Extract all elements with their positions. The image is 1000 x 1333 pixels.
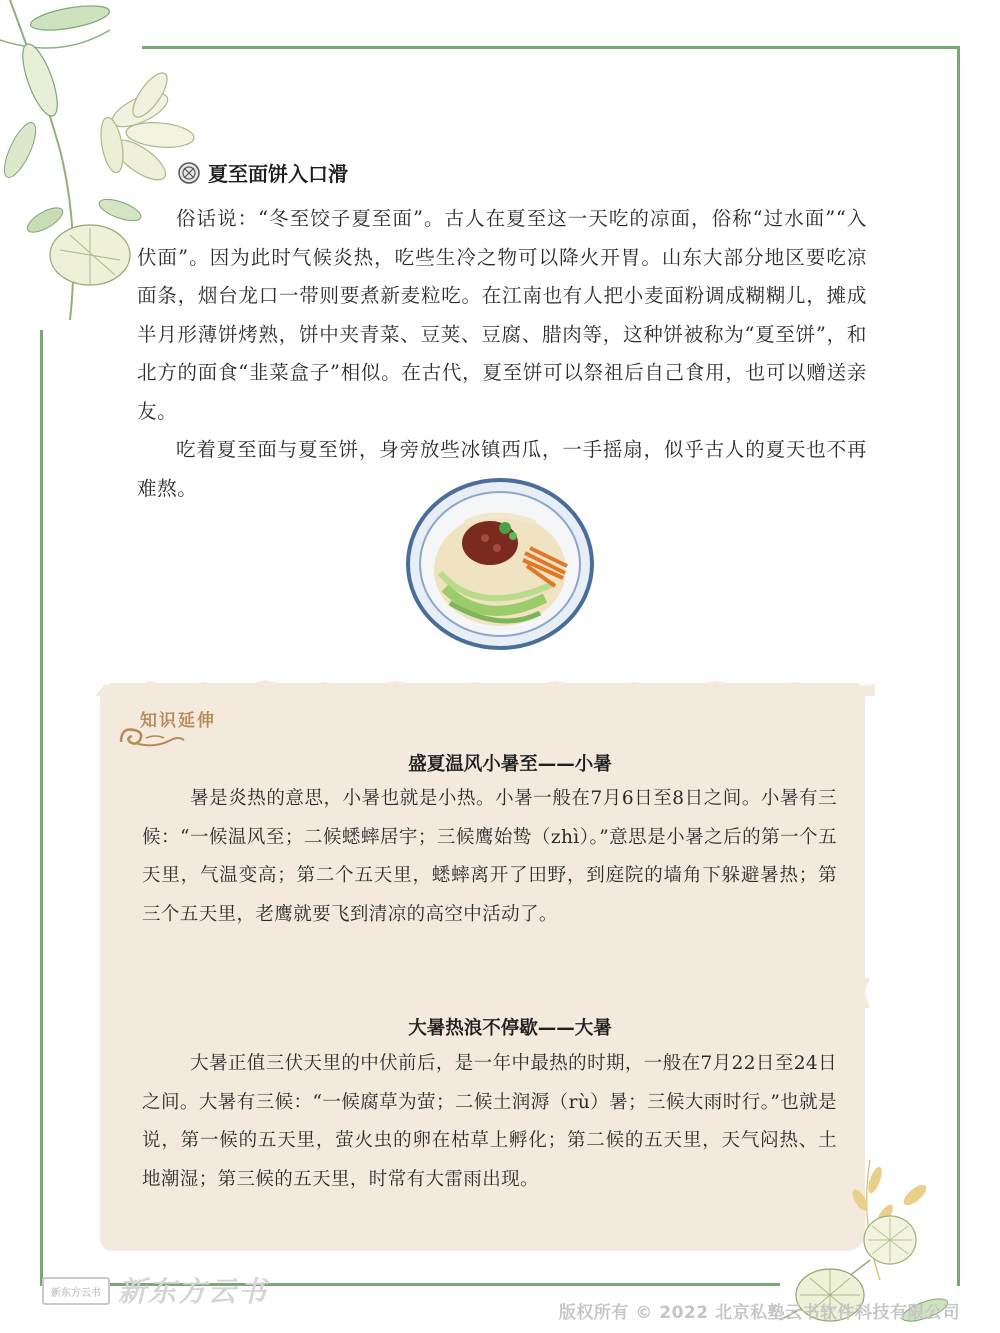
footer-copyright: 版权所有 © 2022 北京私塾云书软件科技有限公司 [558, 1303, 960, 1323]
box-torn-edge-top [95, 676, 875, 696]
footer-brand: 新东方云书 [118, 1275, 269, 1308]
frame-left-border [40, 330, 43, 1286]
footer-logo-box: 新东方云书 [42, 1277, 110, 1305]
section-heading [178, 158, 348, 187]
knowledge-label: 知识延伸 [140, 711, 216, 731]
subsection-paragraph-2: 大暑正值三伏天里的中伏前后，是一年中最热的时期，一般在7月22日至24日之间。大暑有三候：“一候腐草为萤；二候土润溽（rù）暑；三候大雨时行。”也就是说，第一候的五天里，萤火虫的卵在枯草上孵化；第二候的五天里，天气闷热、土地潮湿；第三候的五天里，时常有大雷雨出现。 [142, 1053, 837, 1190]
noodle-bowl-illustration [405, 478, 595, 650]
frame-top-border [142, 46, 960, 49]
box-divider-torn [95, 978, 875, 1008]
main-paragraph-2: 吃着夏至面与夏至饼，身旁放些冰镇西瓜，一手摇扇，似乎古人的夏天也不再难熬。 [137, 438, 867, 500]
main-article [137, 200, 867, 508]
main-paragraph-1: 俗话说：“冬至饺子夏至面”。古人在夏至这一天吃的凉面，俗称“过水面”“入伏面”。因为此时气候炎热，吃些生冷之物可以降火开胃。山东大部分地区要吃凉面条，烟台龙口一带则要煮新麦粒吃。在江南也有人把小麦面粉调成糊糊儿，摊成半月形薄饼烤熟，饼中夹青菜、豆荚、豆腐、腊肉等，这种饼被称为“夏至饼”，和北方的面食“韭菜盒子”相似。在古代，夏至饼可以祭祖后自己食用，也可以赠送亲友。 [137, 207, 867, 423]
subsection-text-2 [142, 1045, 837, 1199]
frame-right-border [957, 46, 960, 1286]
section-heading-text: 夏至面饼入口滑 [208, 162, 348, 186]
subsection-text-1 [142, 780, 837, 934]
subsection-paragraph-1: 暑是炎热的意思，小暑也就是小热。小暑一般在7月6日至8日之间。小暑有三候：“一候温风至；二候蟋蟀居宇；三候鹰始鸷（zhì）。”意思是小暑之后的第一个五天里，气温变高；第二个五天里，蟋蟀离开了田野，到庭院的墙角下躲避暑热；第三个五天里，老鹰就要飞到清凉的高空中活动了。 [142, 788, 837, 925]
heading-ornament-icon [178, 162, 200, 184]
subsection-title-1: 盛夏温风小暑至——小暑 [408, 754, 612, 775]
subsection-title-2: 大暑热浪不停歇——大暑 [408, 1018, 612, 1039]
